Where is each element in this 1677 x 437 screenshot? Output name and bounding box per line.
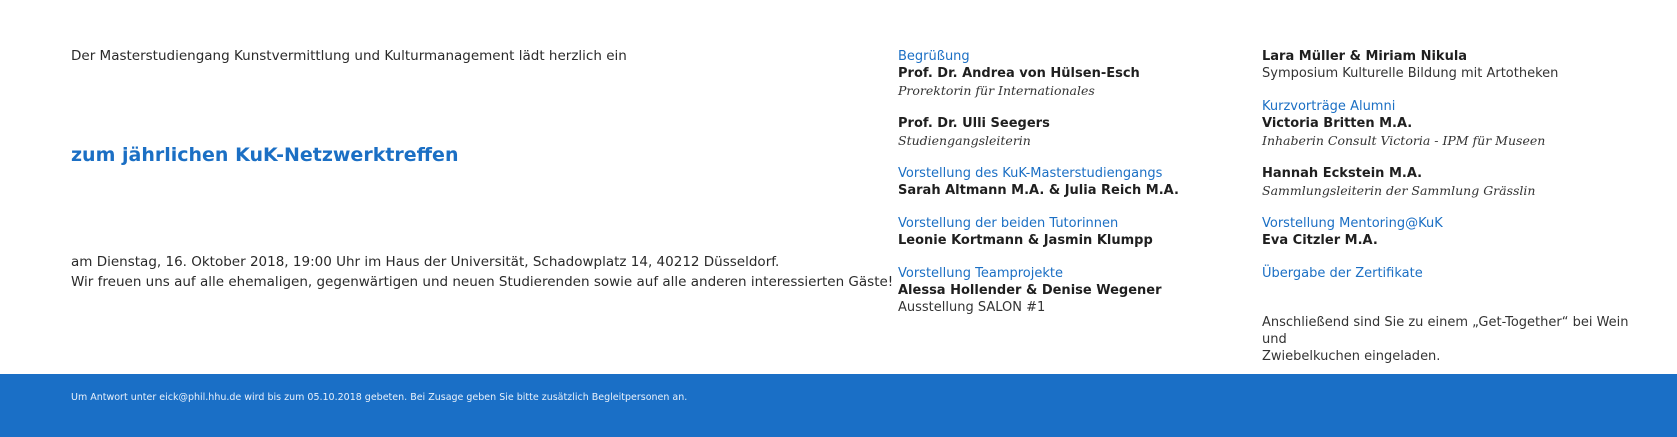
speaker-role: Prorektorin für Internationales <box>898 83 1095 98</box>
speaker-name: Sarah Altmann M.A. & Julia Reich M.A. <box>898 183 1179 198</box>
program-block <box>898 265 1238 316</box>
speaker-name: Hannah Eckstein M.A. <box>1262 166 1423 181</box>
event-welcome-note: Wir freuen uns auf alle ehemaligen, gegenwärtigen und neuen Studierenden sowie auf alle anderen interessierten Gäste! <box>71 274 894 290</box>
speaker-name: Prof. Dr. Andrea von Hülsen-Esch <box>898 66 1140 81</box>
speaker-role: Studiengangsleiterin <box>898 133 1031 148</box>
speaker-name: Alessa Hollender & Denise Wegener <box>898 283 1162 298</box>
program-block <box>1262 265 1642 282</box>
program-column-right <box>1262 48 1642 365</box>
program-heading: Vorstellung des KuK-Masterstudiengangs <box>898 166 1163 181</box>
program-column-left <box>898 48 1238 332</box>
program-block <box>1262 48 1642 82</box>
speaker-name: Prof. Dr. Ulli Seegers <box>898 116 1050 131</box>
event-details <box>71 252 893 292</box>
program-heading: Vorstellung Teamprojekte <box>898 266 1063 281</box>
program-block <box>898 48 1238 99</box>
event-date-location: am Dienstag, 16. Oktober 2018, 19:00 Uhr im Haus der Universität, Schadowplatz 14, 40212 Düsseldorf. <box>71 254 780 270</box>
closing-line: Anschließend sind Sie zu einem „Get-Together“ bei Wein und <box>1262 315 1629 347</box>
program-block <box>898 215 1238 249</box>
program-block <box>898 115 1238 149</box>
speaker-name: Lara Müller & Miriam Nikula <box>1262 49 1468 64</box>
program-heading: Vorstellung Mentoring@KuK <box>1262 216 1443 231</box>
program-block <box>1262 215 1642 249</box>
program-block <box>898 165 1238 199</box>
speaker-name: Eva Citzler M.A. <box>1262 233 1378 248</box>
closing-note <box>1262 314 1642 365</box>
footer-bar <box>0 374 1677 437</box>
program-block <box>1262 98 1642 149</box>
program-heading: Kurzvorträge Alumni <box>1262 99 1396 114</box>
event-headline <box>71 144 458 166</box>
headline-prefix: zum jährlichen <box>71 144 236 166</box>
program-heading: Übergabe der Zertifikate <box>1262 266 1423 281</box>
rsvp-note: Um Antwort unter eick@phil.hhu.de wird bis zum 05.10.2018 gebeten. Bei Zusage geben Sie bitte zusätzlich Begleitpersonen an. <box>71 392 688 403</box>
speaker-role: Sammlungsleiterin der Sammlung Grässlin <box>1262 183 1536 198</box>
speaker-role: Inhaberin Consult Victoria - IPM für Museen <box>1262 133 1546 148</box>
invitation-intro: Der Masterstudiengang Kunstvermittlung und Kulturmanagement lädt herzlich ein <box>71 48 627 64</box>
headline-event-name: KuK-Netzwerktreffen <box>235 144 459 166</box>
speaker-name: Victoria Britten M.A. <box>1262 116 1413 131</box>
program-heading: Vorstellung der beiden Tutorinnen <box>898 216 1119 231</box>
program-block <box>1262 165 1642 199</box>
program-heading: Begrüßung <box>898 49 970 64</box>
speaker-name: Leonie Kortmann & Jasmin Klumpp <box>898 233 1153 248</box>
program-note: Symposium Kulturelle Bildung mit Artotheken <box>1262 66 1559 81</box>
closing-line: Zwiebelkuchen eingeladen. <box>1262 349 1441 364</box>
program-note: Ausstellung SALON #1 <box>898 300 1046 315</box>
